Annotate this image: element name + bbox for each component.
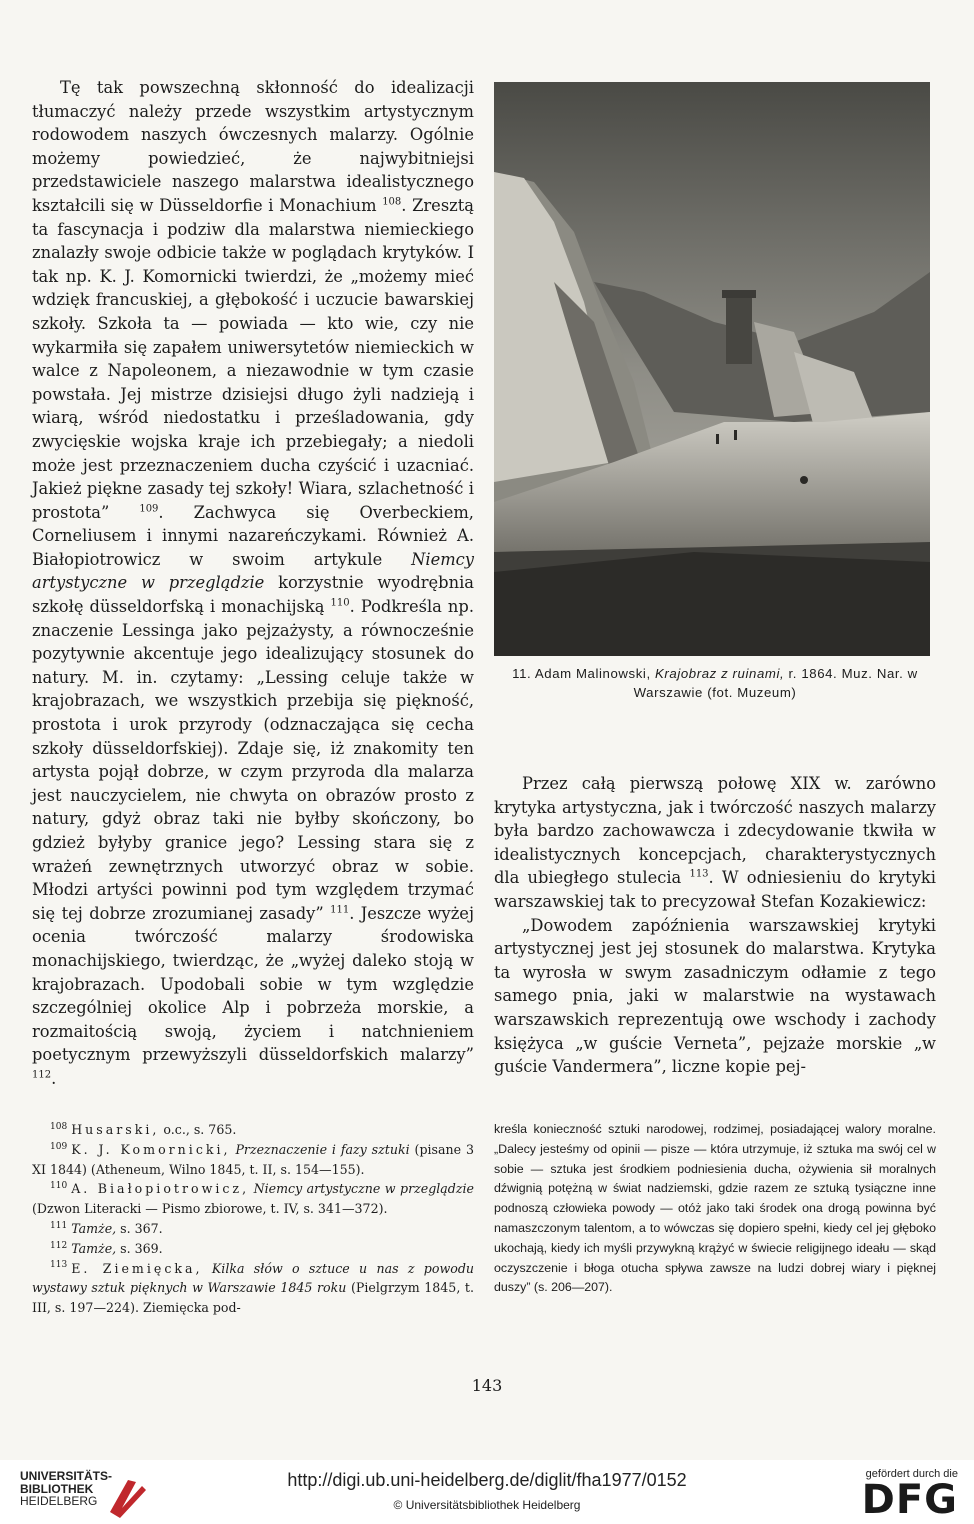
footnote-title: Tamże, [71,1220,117,1236]
footnote-continuation: kreśla konieczność sztuki narodowej, rodzimej, posiadającej walory moralne. „Dalecy jesteśmy od opinii — pisze — która utrzymuje, iż sztuka ma swój cel w sobie — sztuka jest środkiem podniesienia ducha, ożywienia sił moralnych dźwignią potężną w świat nadziemski, gdzie razem ze sztuką tysiączne inne podnoszą człowieka powody — otóż jako taki środek ona drogą powinna być namaszczonym talentom, a to wówczas się dopiero spełni, kiedy cel jej głęboko ukochają, kiedy ich myśli przywykną krążyć w świecie religijnego ideału — skąd oczyszczenie i błoga otucha spływa zawsze na ludzi dobrej wiary i pięknej duszy” (s. 206—207). [494,1122,936,1295]
right-column [494,772,936,1079]
footnote: $^{109}$ K. J. Komornicki, Przeznaczenie i fazy sztuki (pisane 3 XI 1844) (Atheneum, Wilno 1845, t. II, s. 154—155). [32,1141,474,1177]
footnote-title: Tamże, [71,1240,117,1256]
footnote-ref[interactable]: 109 [139,503,159,515]
text-run: Tę tak powszechną skłonność do idealizacji tłumaczyć należy przede wszystkim artystycznym rodowodem naszych ówczesnych malarzy. Ogólnie możemy powiedzieć, że najwybitniejsi przedstawiciele naszego malarstwa idealistycznego kształcili się w Düsseldorfie i Monachium [32,78,474,215]
painting-figure [494,82,930,656]
footnotes-left [32,1120,474,1318]
text-run: . Zresztą ta fascynacja i podziw dla malarstwa niemieckiego znalazły swoje odbicie także w poglądach krytyków. I tak np. K. J. Komornicki twierdzi, że „możemy mieć wdzięk francuskiej, a głębokość i uczucie bawarskiej szkoły. Szkoła ta — powiada — kto wie, czy nie wykarmiła się zapałem uniwersytetów niemieckich w walce z Napoleonem, a niezawodnie w tym czasie powstała. Jej mistrze dzisiejsi długo żyli nadzieją i wiarą, wśród niedostatku i prześladowania, gdy zwycięskie wojska kraje ich przebiegały; a niedoli może jest przeznaczeniem ducha czyścić i uzacniać. Jakież piękne zasady tej szkoły! Wiara, szlachetność i prostota” [32,195,474,522]
caption-title: Krajobraz z ruinami, [655,666,785,681]
footnote-ref[interactable]: 111 [330,904,350,916]
footnote: $^{112}$ Tamże, s. 369. [50,1240,163,1256]
digital-library-footer [0,1460,974,1524]
landscape-with-ruins-image [494,82,930,656]
footnotes-right [494,1120,936,1298]
footnote: $^{111}$ Tamże, s. 367. [50,1220,163,1236]
copyright-notice: © Universitätsbibliothek Heidelberg [393,1498,581,1512]
footnote: $^{113}$ E. Ziemięcka, Kilka słów o sztuce u nas z powodu wystawy sztuk pięknych w Warszawie 1845 roku (Pielgrzym 1845, t. III, s. 197—224). Ziemięcka pod- [32,1260,474,1316]
uni-line: BIBLIOTHEK [20,1481,94,1496]
footnote-ref[interactable]: 108 [382,196,402,208]
footnote-author: K. J. Komornicki, [71,1141,231,1157]
text-run: . Podkreśla np. znaczenie Lessinga jako pejzażysty, a równocześnie pozytywnie akcentuje jego idealizujący stosunek do natury. M. in. czytamy: „Lessing celuje także w krajobrazach, we wszystkich przebija się piękność, prostota i urok przyrody (odznaczająca się cecha szkoły düsseldorfskiej). Zdaje się, iż znakomity ten artysta pojął dobrze, w czym przyroda dla malarza jest nauczycielem, nie chwyta on obrazów prosto z natury, gdyż obraz taki nie byłby skończony, bo gdzież byłyby granice jego? Lessing stara się z wrażeń zewnętrznych utworzyć obraz w sobie. Młodzi artyści powinni pod tym względem trzymać się tej dobrze zrozumianej zasady” [32,597,475,923]
text-run: . W odniesieniu do krytyki warszawskiej tak to precyzował Stefan Kozakiewicz: [494,868,936,911]
funding-note: gefördert durch die [865,1468,958,1480]
right-paragraph-1 [494,772,936,914]
dfg-logo[interactable]: DFG [861,1477,958,1523]
footnote-text: s. 367. [116,1220,163,1236]
right-paragraph-2 [494,914,936,1079]
footnote-text: s. 369. [116,1240,163,1256]
quote-text: „Dowodem zapóźnienia warszawskiej krytyki artystycznej jest jej stosunek do malarstwa. Krytyka ta wyrosła w swym zasadniczym odłamie z tego samego pnia, jaki w malarstwie na wystawach warszawskich reprezentują owe wschody i zachody księżyca „w guście Verneta”, pejzaże morskie „w guście Vandermera”, liczne kopie pej- [494,915,936,1077]
footnote-author: E. Ziemięcka, [71,1260,203,1276]
footnote-ref[interactable]: 110 [330,597,350,609]
article-title: Niemcy artystyczne w przeglądzie [32,549,474,593]
footnote-text: (pisane 3 XI 1844) (Atheneum, Wilno 1845, t. II, s. 154—155). [32,1141,474,1177]
text-run: . Jeszcze wyżej ocenia twórczość malarzy środowiska monachijskiego, twierdząc, że „wyżej daleko stoją w krajobrazach. Upodobali sobie w tym względzie szczególniej okolice Alp i pobrzeża morskie, a rozmaitością swoją, życiem i natchnieniem poetycznym przewyższyli düsseldorfskich malarzy” [32,903,474,1065]
figure-caption [494,664,936,702]
footnote-ref[interactable]: 112 [32,1069,52,1081]
text-run: korzystnie wyodrębnia szkołę düsseldorfską i monachijską [32,573,474,617]
left-paragraph [32,76,474,1091]
footnote-text: o.c., s. 765. [159,1122,237,1137]
footnote: $^{110}$ A. Białopiotrowicz, Niemcy artystyczne w przeglądzie (Dzwon Literacki — Pismo zbiorowe, t. IV, s. 341—372). [32,1181,474,1217]
text-run: . [51,1068,57,1088]
footnote-title: Kilka słów o sztuce u nas z powodu wystawy sztuk pięknych w Warszawie 1845 roku [32,1260,474,1296]
text-run: Przez całą pierwszą połowę XIX w. zarówno krytyka artystyczna, jak i twórczość naszych malarzy była bardzo zachowawcza i zdecydowanie tkwiła w idealistycznych koncepcjach, charakterystycznych dla ubiegłego stulecia [494,774,936,888]
footnote-text: (Dzwon Literacki — Pismo zbiorowe, t. IV, s. 341—372). [32,1201,388,1217]
permalink-url[interactable]: http://digi.ub.uni-heidelberg.de/diglit/fha1977/0152 [287,1470,687,1490]
uni-line: UNIVERSITÄTS- [20,1469,113,1483]
footnote-title: Niemcy artystyczne w przeglądzie [253,1181,474,1197]
footnote-text: (Pielgrzym 1845, t. III, s. 197—224). Ziemięcka pod- [32,1280,474,1316]
caption-prefix: 11. Adam Malinowski, [512,666,651,681]
text-run: . Zachwyca się Overbeckiem, Corneliusem i innymi nazareńczykami. Również A. Białopiotrowicz w swoim artykule [32,502,474,569]
caption-suffix: r. 1864. Muz. Nar. w Warszawie (fot. Muzeum) [633,666,918,700]
ruin-tower [726,294,752,364]
uni-line: HEIDELBERG [20,1494,98,1508]
page-number: 143 [471,1376,503,1395]
footnote-ref[interactable]: 113 [689,868,709,880]
footnote-title: Przeznaczenie i fazy sztuki [235,1141,410,1157]
footnote-author: Husarski, [71,1122,160,1137]
footnote-author: A. Białopiotrowicz, [71,1181,250,1197]
footnote: $^{108}$ Husarski, o.c., s. 765. [50,1121,237,1137]
left-column [32,76,474,1091]
